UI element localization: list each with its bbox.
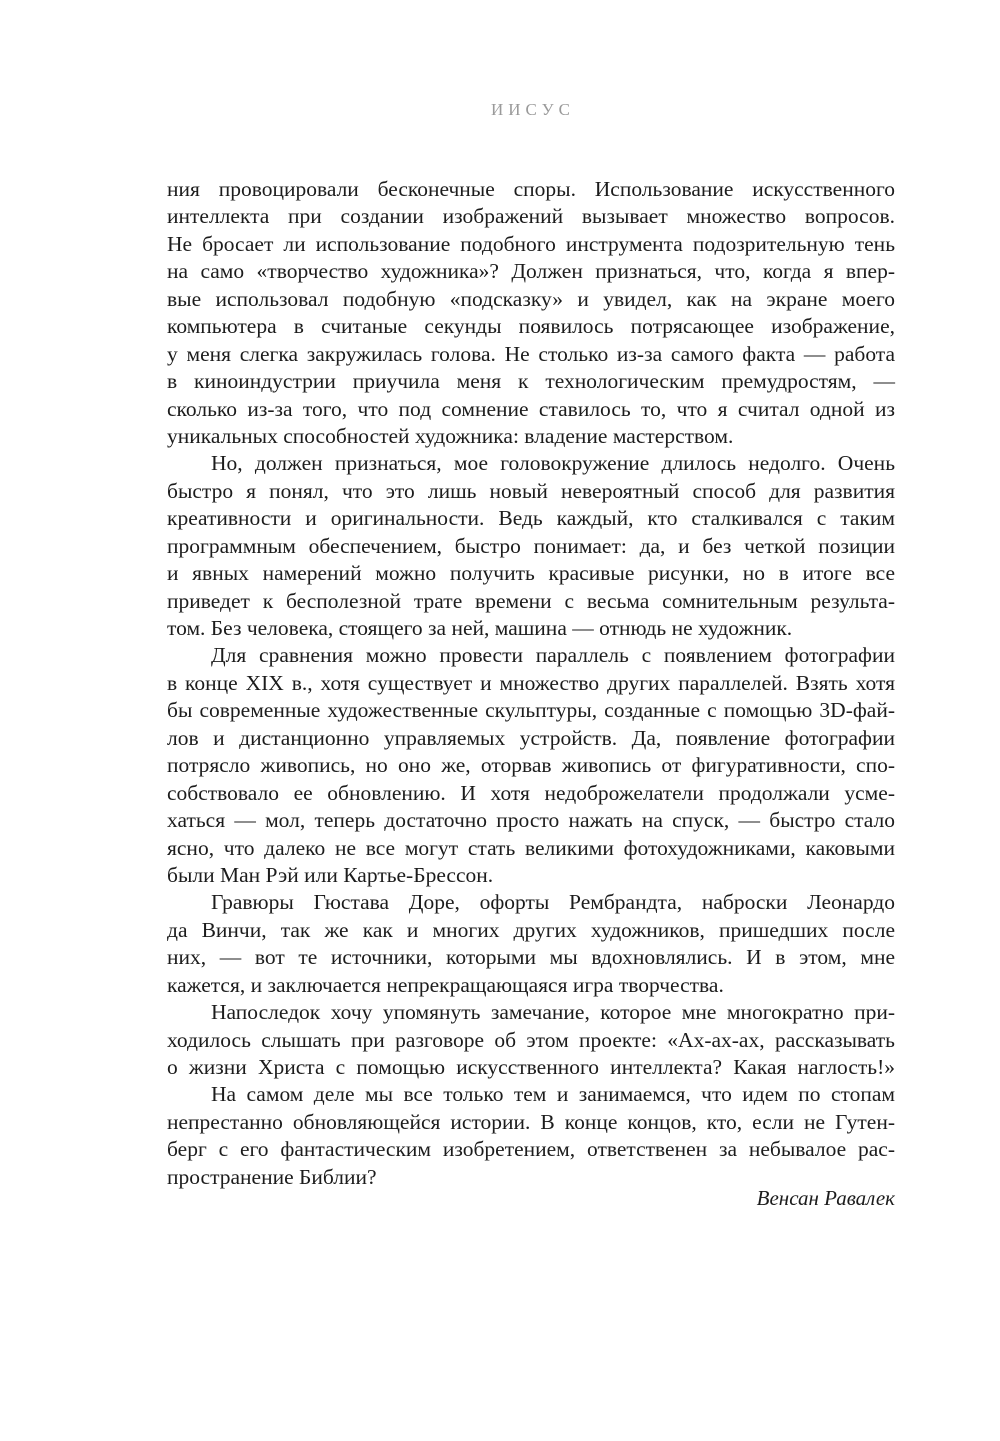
paragraph-5 [167,999,895,1081]
text-line: ясно, что далеко не все могут стать великими фотохудожниками, каковыми [167,835,895,860]
text-line: ходилось слышать при разговоре об этом проекте: «Ах-ах-ах, рассказывать [167,1027,895,1052]
text-line: в конце XIX в., хотя существует и множество других параллелей. Взять хотя [167,670,895,695]
text-line: сколько из-за того, что под сомнение ставилось то, что я считал одной из [167,396,895,421]
text-line: и явных намерений можно получить красивые рисунки, но в итоге все [167,561,895,586]
text-line: них, — вот те источники, которыми мы вдохновлялись. И в этом, мне [167,945,895,970]
text-line: на само «творчество художника»? Должен признаться, что, когда я впер- [167,259,895,284]
text-line: компьютера в считаные секунды появилось потрясающее изображение, [167,314,895,339]
text-line: быстро я понял, что это лишь новый невероятный способ для развития [167,478,895,503]
paragraph-1 [167,176,895,450]
text-line: том. Без человека, стоящего за ней, машина — отнюдь не художник. [167,616,793,640]
text-line: На самом деле мы все только тем и занимаемся, что идем по стопам [211,1082,895,1107]
text-line: ния провоцировали бесконечные споры. Использование искусственного [167,177,895,201]
paragraph-3 [167,642,895,889]
text-line: приведет к бесполезной трате времени с весьма сомнительным результа- [167,588,895,613]
text-line: креативности и оригинальности. Ведь каждый, кто сталкивался с таким [167,506,895,531]
text-line: программным обеспечением, быстро понимает: да, и без четкой позиции [167,533,895,558]
text-line: были Ман Рэй или Картье-Брессон. [167,862,494,887]
text-line: Но, должен признаться, мое головокружение длилось недолго. Очень [211,451,895,476]
text-line: у меня слегка закружилась голова. Не столько из-за самого факта — работа [167,341,895,366]
paragraph-6 [167,1081,895,1191]
text-line: о жизни Христа с помощью искусственного интеллекта? Какая наглость!» [167,1055,895,1079]
text-line: непрестанно обновляющейся истории. В конце концов, кто, если не Гутен- [167,1109,895,1134]
text-line: берг с его фантастическим изобретением, ответственен за небывалое рас- [167,1137,895,1162]
text-line: Не бросает ли использование подобного инструмента подозрительную тень [167,231,895,256]
text-line: кажется, и заключается непрекращающаяся игра творчества. [167,972,724,997]
text-line: да Винчи, так же как и многих других художников, пришедших после [167,917,895,942]
body-text [167,176,895,1191]
text-line: Для сравнения можно провести параллель с появлением фотографии [211,643,895,668]
text-line: хаться — мол, теперь достаточно просто нажать на спуск, — быстро стало [167,808,895,833]
text-line: уникальных способностей художника: владение мастерством. [167,423,734,448]
text-line: бы современные художественные скульптуры, созданные с помощью 3D-фай- [167,698,895,723]
paragraph-4 [167,889,895,999]
text-line: пространение Библии? [167,1164,377,1189]
paragraph-2 [167,450,895,642]
text-line: Напоследок хочу упомянуть замечание, которое мне многократно при- [211,1000,895,1025]
text-line: в киноиндустрии приучила меня к технологическим премудростям, — [167,369,895,394]
text-line: лов и дистанционно управляемых устройств. Да, появление фотографии [167,725,895,750]
text-line: Гравюры Гюстава Доре, офорты Рембрандта, наброски Леонардо [211,890,895,915]
text-line: интеллекта при создании изображений вызывает множество вопросов. [167,204,895,229]
text-line: потрясло живопись, но оно же, оторвав живопись от фигуративности, спо- [167,753,895,778]
author-signature: Венсан Равалек [756,1186,895,1210]
text-line: собствовало ее обновлению. И хотя недоброжелатели продолжали усме- [167,780,895,805]
running-head-title: ИИСУС [490,100,576,119]
text-line: вые использовал подобную «подсказку» и увидел, как на экране моего [167,286,895,311]
